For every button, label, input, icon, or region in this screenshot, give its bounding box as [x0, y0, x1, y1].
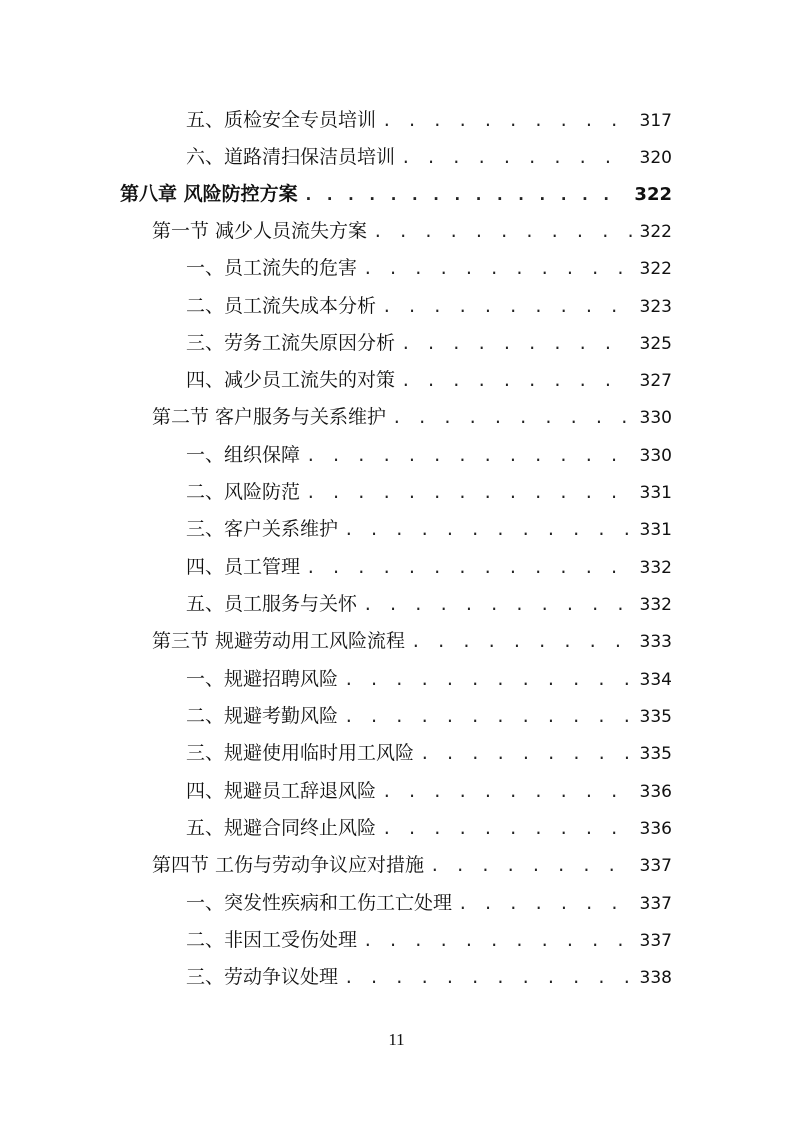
dot-leader — [430, 851, 632, 881]
dot-leader — [373, 217, 632, 247]
toc-entry-title: 二、风险防范 — [186, 481, 301, 503]
toc-entry-page: 332 — [639, 558, 672, 578]
toc-entry-page: 330 — [639, 408, 672, 428]
dot-leader — [382, 777, 632, 807]
dot-leader — [344, 963, 632, 993]
toc-entry-page: 338 — [639, 968, 672, 988]
toc-entry-title: 四、员工管理 — [186, 556, 301, 578]
toc-subsection-entry[interactable] — [186, 552, 672, 582]
toc-entry-title: 一、规避招聘风险 — [186, 668, 339, 690]
toc-section-entry[interactable] — [152, 402, 672, 432]
dot-leader — [392, 403, 632, 433]
dot-leader — [420, 739, 632, 769]
dot-leader — [382, 292, 632, 322]
toc-section-entry[interactable] — [152, 626, 672, 656]
toc-entry-page: 336 — [639, 819, 672, 839]
dot-leader — [306, 553, 632, 583]
toc-subsection-entry[interactable] — [186, 105, 672, 135]
toc-entry-title: 三、劳务工流失原因分析 — [186, 332, 396, 354]
toc-entry-title: 第三节 规避劳动用工风险流程 — [152, 630, 406, 652]
toc-entry-page: 337 — [639, 894, 672, 914]
toc-subsection-entry[interactable] — [186, 962, 672, 992]
dot-leader — [344, 515, 632, 545]
toc-subsection-entry[interactable] — [186, 701, 672, 731]
toc-subsection-entry[interactable] — [186, 888, 672, 918]
toc-subsection-entry[interactable] — [186, 514, 672, 544]
dot-leader — [363, 254, 632, 284]
toc-subsection-entry[interactable] — [186, 776, 672, 806]
toc-subsection-entry[interactable] — [186, 813, 672, 843]
toc-entry-title: 四、规避员工辞退风险 — [186, 780, 377, 802]
toc-entry-page: 317 — [639, 111, 672, 131]
toc-entry-page: 332 — [639, 595, 672, 615]
toc-section-entry[interactable] — [152, 216, 672, 246]
toc-entry-page: 331 — [639, 520, 672, 540]
toc-entry-page: 331 — [639, 483, 672, 503]
dot-leader — [401, 329, 632, 359]
toc-entry-page: 336 — [639, 782, 672, 802]
dot-leader — [411, 627, 632, 657]
toc-entry-title: 五、员工服务与关怀 — [186, 593, 358, 615]
toc-section-entry[interactable] — [152, 850, 672, 880]
toc-entry-title: 六、道路清扫保洁员培训 — [186, 146, 396, 168]
dot-leader — [306, 478, 632, 508]
toc-subsection-entry[interactable] — [186, 925, 672, 955]
toc-entry-title: 一、组织保障 — [186, 444, 301, 466]
toc-entry-title: 五、规避合同终止风险 — [186, 817, 377, 839]
toc-subsection-entry[interactable] — [186, 440, 672, 470]
toc-entry-page: 333 — [639, 632, 672, 652]
toc-entry-page: 330 — [639, 446, 672, 466]
toc-chapter-entry[interactable] — [120, 179, 672, 209]
toc-entry-title: 二、非因工受伤处理 — [186, 929, 358, 951]
toc-subsection-entry[interactable] — [186, 328, 672, 358]
toc-entry-title: 第二节 客户服务与关系维护 — [152, 406, 387, 428]
toc-subsection-entry[interactable] — [186, 291, 672, 321]
toc-entry-page: 337 — [639, 856, 672, 876]
toc-entry-page: 323 — [639, 297, 672, 317]
toc-entry-title: 第一节 减少人员流失方案 — [152, 220, 368, 242]
toc-entry-title: 第四节 工伤与劳动争议应对措施 — [152, 854, 425, 876]
toc-entry-title: 第八章 风险防控方案 — [120, 183, 298, 205]
toc-entry-title: 三、规避使用临时用工风险 — [186, 742, 415, 764]
toc-entry-page: 334 — [639, 670, 672, 690]
dot-leader — [304, 180, 627, 210]
dot-leader — [306, 441, 632, 471]
toc-subsection-entry[interactable] — [186, 365, 672, 395]
toc-subsection-entry[interactable] — [186, 664, 672, 694]
dot-leader — [344, 665, 632, 695]
toc-subsection-entry[interactable] — [186, 142, 672, 172]
dot-leader — [458, 889, 632, 919]
toc-subsection-entry[interactable] — [186, 738, 672, 768]
toc-entry-page: 335 — [639, 707, 672, 727]
toc-entry-page: 322 — [634, 184, 672, 205]
dot-leader — [401, 143, 632, 173]
dot-leader — [382, 106, 632, 136]
toc-entry-title: 三、劳动争议处理 — [186, 966, 339, 988]
toc-entry-title: 一、突发性疾病和工伤工亡处理 — [186, 892, 453, 914]
toc-entry-page: 320 — [639, 148, 672, 168]
dot-leader — [344, 702, 632, 732]
page-number: 11 — [388, 1030, 405, 1049]
toc-entry-title: 二、规避考勤风险 — [186, 705, 339, 727]
toc-entry-page: 337 — [639, 931, 672, 951]
toc-entry-title: 二、员工流失成本分析 — [186, 295, 377, 317]
dot-leader — [363, 926, 632, 956]
toc-entry-page: 327 — [639, 371, 672, 391]
toc-entry-title: 三、客户关系维护 — [186, 518, 339, 540]
toc-entry-title: 一、员工流失的危害 — [186, 257, 358, 279]
toc-entry-page: 322 — [639, 259, 672, 279]
toc-subsection-entry[interactable] — [186, 589, 672, 619]
toc-entry-page: 335 — [639, 744, 672, 764]
toc-entry-page: 322 — [639, 222, 672, 242]
toc-entry-title: 四、减少员工流失的对策 — [186, 369, 396, 391]
dot-leader — [382, 814, 632, 844]
dot-leader — [363, 590, 632, 620]
toc-entry-page: 325 — [639, 334, 672, 354]
toc-entry-title: 五、质检安全专员培训 — [186, 109, 377, 131]
toc-subsection-entry[interactable] — [186, 477, 672, 507]
dot-leader — [401, 366, 632, 396]
toc-subsection-entry[interactable] — [186, 253, 672, 283]
